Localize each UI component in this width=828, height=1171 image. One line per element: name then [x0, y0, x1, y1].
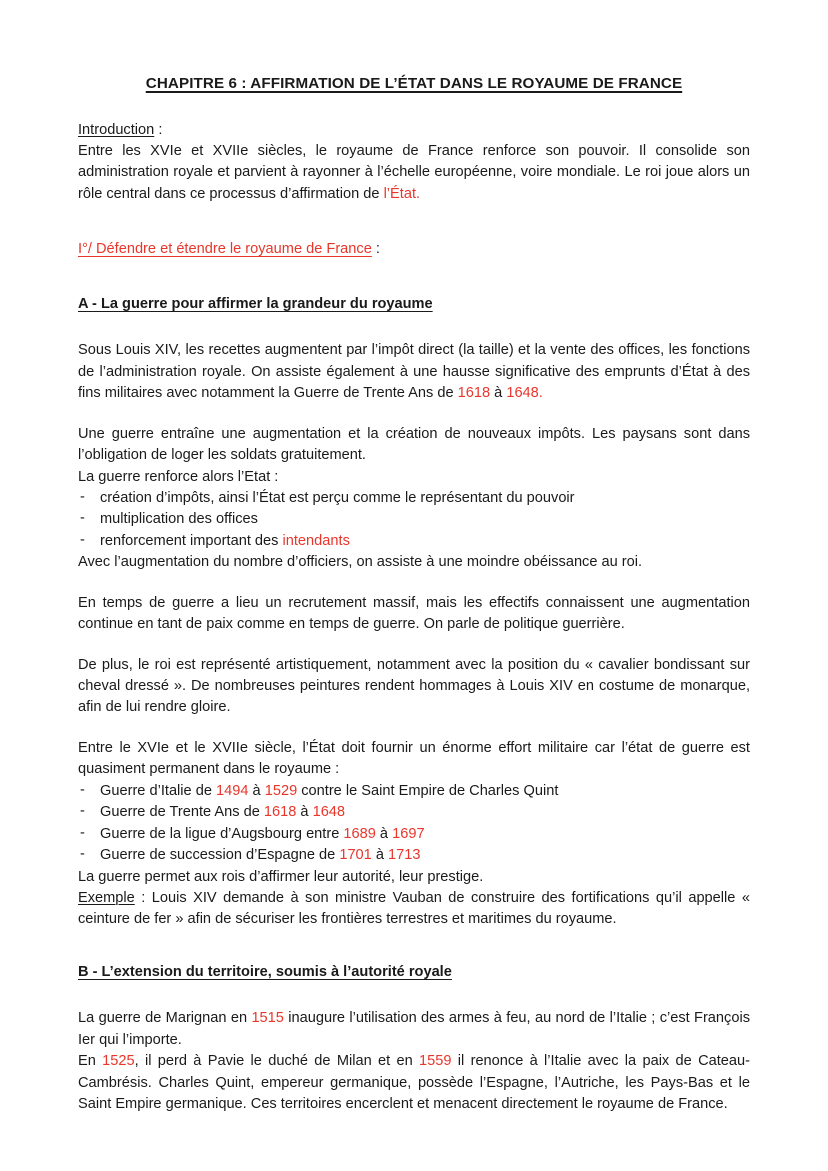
year-1618: 1618 — [457, 385, 491, 402]
dash-bullet-icon: - — [80, 510, 85, 527]
section-b-p2-mid: , il perd à Pavie le duché de Milan et en — [134, 1053, 420, 1070]
introduction-label-line — [78, 120, 750, 141]
section-a-paragraph-2: Une guerre entraîne une augmentation et la création de nouveaux impôts. Les paysans sont dans l’obligation de loger les soldats gratuitement. — [78, 425, 750, 464]
war-year-end: 1697 — [392, 825, 425, 842]
section-a-paragraph-4: Avec l’augmentation du nombre d’officiers, on assiste à une moindre obéissance au roi. — [78, 554, 643, 571]
introduction-colon: : — [154, 121, 163, 138]
list-item — [78, 781, 750, 802]
section-b-p1-prefix: La guerre de Marignan en — [78, 1010, 252, 1027]
war-year-end: 1529 — [264, 782, 298, 799]
year-1559: 1559 — [419, 1053, 452, 1070]
dash-bullet-icon: - — [80, 781, 85, 798]
war-year-start: 1701 — [339, 847, 372, 864]
war-year-start: 1618 — [263, 804, 297, 821]
part-one-heading — [78, 239, 750, 260]
section-b-heading — [78, 962, 750, 983]
example-colon: : — [134, 889, 152, 906]
war-name: Guerre de succession d’Espagne de — [100, 847, 340, 864]
war-year-end: 1648 — [312, 804, 346, 821]
list-item — [78, 531, 750, 552]
introduction-highlight: l’État. — [383, 185, 421, 202]
list-item — [78, 845, 750, 866]
list-item-text: multiplication des offices — [100, 511, 258, 528]
dash-bullet-icon: - — [80, 531, 85, 548]
war-joiner: à — [375, 825, 393, 842]
war-joiner: à — [296, 804, 313, 821]
section-a-p1-text: Sous Louis XIV, les recettes augmentent par l’impôt direct (la taille) et la vente des offices, les fonctions de l’administration royale. On assiste également à une hausse significative des emprunts d’État à des fins militaires avec notamment la Guerre de Trente Ans de — [78, 342, 750, 402]
page-title-text: CHAPITRE 6 : AFFIRMATION DE L’ÉTAT DANS LE ROYAUME DE FRANCE — [145, 75, 683, 92]
section-a-wars-list — [78, 781, 750, 867]
war-year-end: 1713 — [388, 847, 421, 864]
introduction-label: Introduction — [78, 121, 155, 138]
war-name: Guerre de Trente Ans de — [100, 804, 264, 821]
example-label: Exemple — [78, 889, 135, 906]
dash-bullet-icon: - — [80, 846, 85, 863]
dash-bullet-icon: - — [80, 803, 85, 820]
section-a-paragraph-1 — [78, 340, 750, 404]
war-name: Guerre d’Italie de — [100, 782, 217, 799]
list-item-text: création d’impôts, ainsi l’État est perçu comme le représentant du pouvoir — [100, 489, 575, 506]
page-title — [78, 74, 750, 95]
document-content — [78, 74, 750, 1115]
section-a-heading-text: A - La guerre pour affirmer la grandeur du royaume — [78, 295, 433, 312]
section-a-paragraph-7: Entre le XVIe et le XVIIe siècle, l’État doit fournir un énorme effort militaire car l’état de guerre est quasiment permanent dans le royaume : — [78, 739, 750, 778]
year-1515: 1515 — [251, 1010, 284, 1027]
section-a-effects-list — [78, 488, 750, 552]
war-year-start: 1689 — [343, 825, 376, 842]
list-item — [78, 509, 750, 530]
list-item — [78, 488, 750, 509]
section-a-p1-joiner: à — [490, 385, 507, 402]
dash-bullet-icon: - — [80, 488, 85, 505]
introduction-paragraph — [78, 141, 750, 205]
list-item — [78, 824, 750, 845]
section-a-paragraph-6: De plus, le roi est représenté artistiquement, notamment avec la position du « cavalier bondissant sur cheval dressé ». De nombreuses peintures rendent hommages à Louis XIV en costume de monarque, afin de lui rendre gloire. — [78, 656, 750, 716]
section-b-paragraph-2 — [78, 1051, 750, 1115]
section-a-paragraph-3: La guerre renforce alors l’Etat : — [78, 468, 279, 485]
war-joiner: à — [248, 782, 265, 799]
list-item — [78, 802, 750, 823]
dash-bullet-icon: - — [80, 824, 85, 841]
introduction-body-text: Entre les XVIe et XVIIe siècles, le royaume de France renforce son pouvoir. Il consolide son administration royale et parvient à rayonner à l’échelle européenne, voire mondiale. Le roi joue alors un rôle central dans ce processus d’affirmation de — [78, 142, 750, 202]
war-joiner: à — [371, 847, 389, 864]
section-b-p1-suffix: inaugure l’utilisation des armes à feu, au nord de l’Italie ; c’est François Ier qui l’importe. — [78, 1010, 750, 1048]
part-one-heading-colon: : — [371, 240, 380, 257]
part-one-heading-text: I°/ Défendre et étendre le royaume de France — [78, 240, 372, 257]
section-b-heading-text: B - L’extension du territoire, soumis à l’autorité royale — [78, 963, 452, 980]
year-1525: 1525 — [102, 1053, 135, 1070]
list-item-highlight: intendants — [282, 532, 350, 549]
war-name: Guerre de la ligue d’Augsbourg entre — [100, 825, 344, 842]
section-a-heading — [78, 294, 750, 315]
war-suffix: contre le Saint Empire de Charles Quint — [297, 782, 559, 799]
section-b-p2-prefix: En — [78, 1053, 103, 1070]
section-a-paragraph-8: La guerre permet aux rois d’affirmer leur autorité, leur prestige. — [78, 868, 484, 885]
war-year-start: 1494 — [216, 782, 249, 799]
year-1648: 1648. — [506, 385, 543, 402]
example-text: Louis XIV demande à son ministre Vauban de construire des fortifications qu’il appelle « ceinture de fer » afin de sécuriser les frontières terrestres et maritimes du royaume. — [78, 889, 750, 928]
section-b-p2-suffix: il renonce à l’Italie avec la paix de Cateau-Cambrésis. Charles Quint, empereur germanique, possède l’Espagne, l’Autriche, les Pays-Bas et le Saint Empire germanique. Ces territoires encerclent et menacent directement le royaume de France. — [78, 1053, 750, 1113]
list-item-text: renforcement important des — [100, 532, 283, 549]
section-a-example — [78, 888, 750, 931]
section-b-paragraph-1 — [78, 1008, 750, 1051]
section-a-paragraph-5: En temps de guerre a lieu un recrutement massif, mais les effectifs connaissent une augmentation continue en tant de paix comme en temps de guerre. On parle de politique guerrière. — [78, 594, 750, 633]
